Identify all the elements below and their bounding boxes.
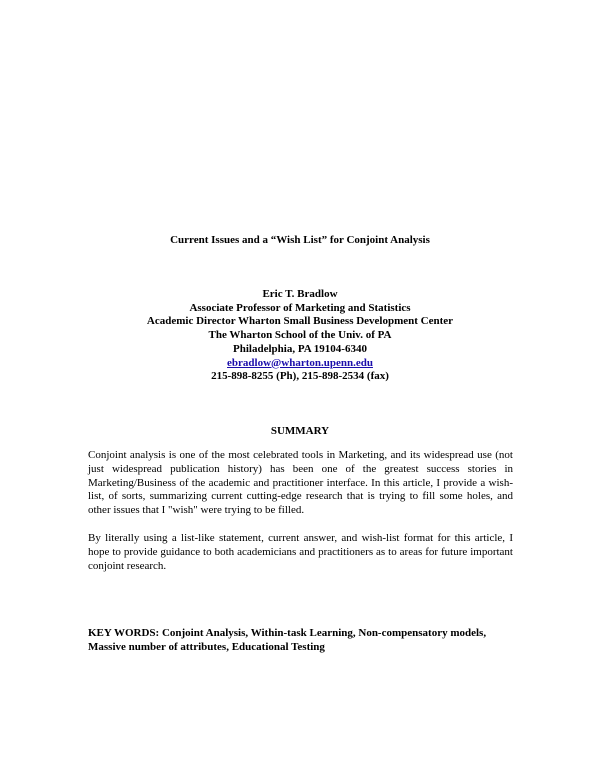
paper-title: Current Issues and a “Wish List” for Conjoint Analysis	[170, 234, 430, 246]
author-email-link[interactable]: ebradlow@wharton.upenn.edu	[227, 356, 373, 369]
summary-heading: SUMMARY	[270, 425, 330, 437]
author-position: Associate Professor of Marketing and Statistics	[189, 301, 411, 314]
author-institution: The Wharton School of the Univ. of PA	[208, 329, 392, 342]
author-address: Philadelphia, PA 19104-6340	[233, 342, 367, 355]
summary-paragraph-1: Conjoint analysis is one of the most celebrated tools in Marketing, and its widespread use (not just widespread publication history) has been one of the greatest success stories in Marketing/Business of the academic and practitioner interface. In this article, I provide a wish-list, of sorts, summarizing current cutting-edge research that is trying to fill some holes, and other issues that I "wish" were trying to be filled.	[88, 449, 513, 517]
author-phone: 215-898-8255 (Ph), 215-898-2534 (fax)	[211, 370, 389, 383]
keywords: KEY WORDS: Conjoint Analysis, Within-task Learning, Non-compensatory models, Massive number of attributes, Educational Testing	[88, 627, 487, 653]
author-role: Academic Director Wharton Small Business Development Center	[146, 315, 454, 328]
author-name: Eric T. Bradlow	[262, 288, 338, 300]
summary-paragraph-2: By literally using a list-like statement, current answer, and wish-list format for this article, I hope to provide guidance to both academicians and practitioners as to areas for future important conjoint research.	[88, 532, 513, 572]
author-block	[0, 288, 600, 384]
